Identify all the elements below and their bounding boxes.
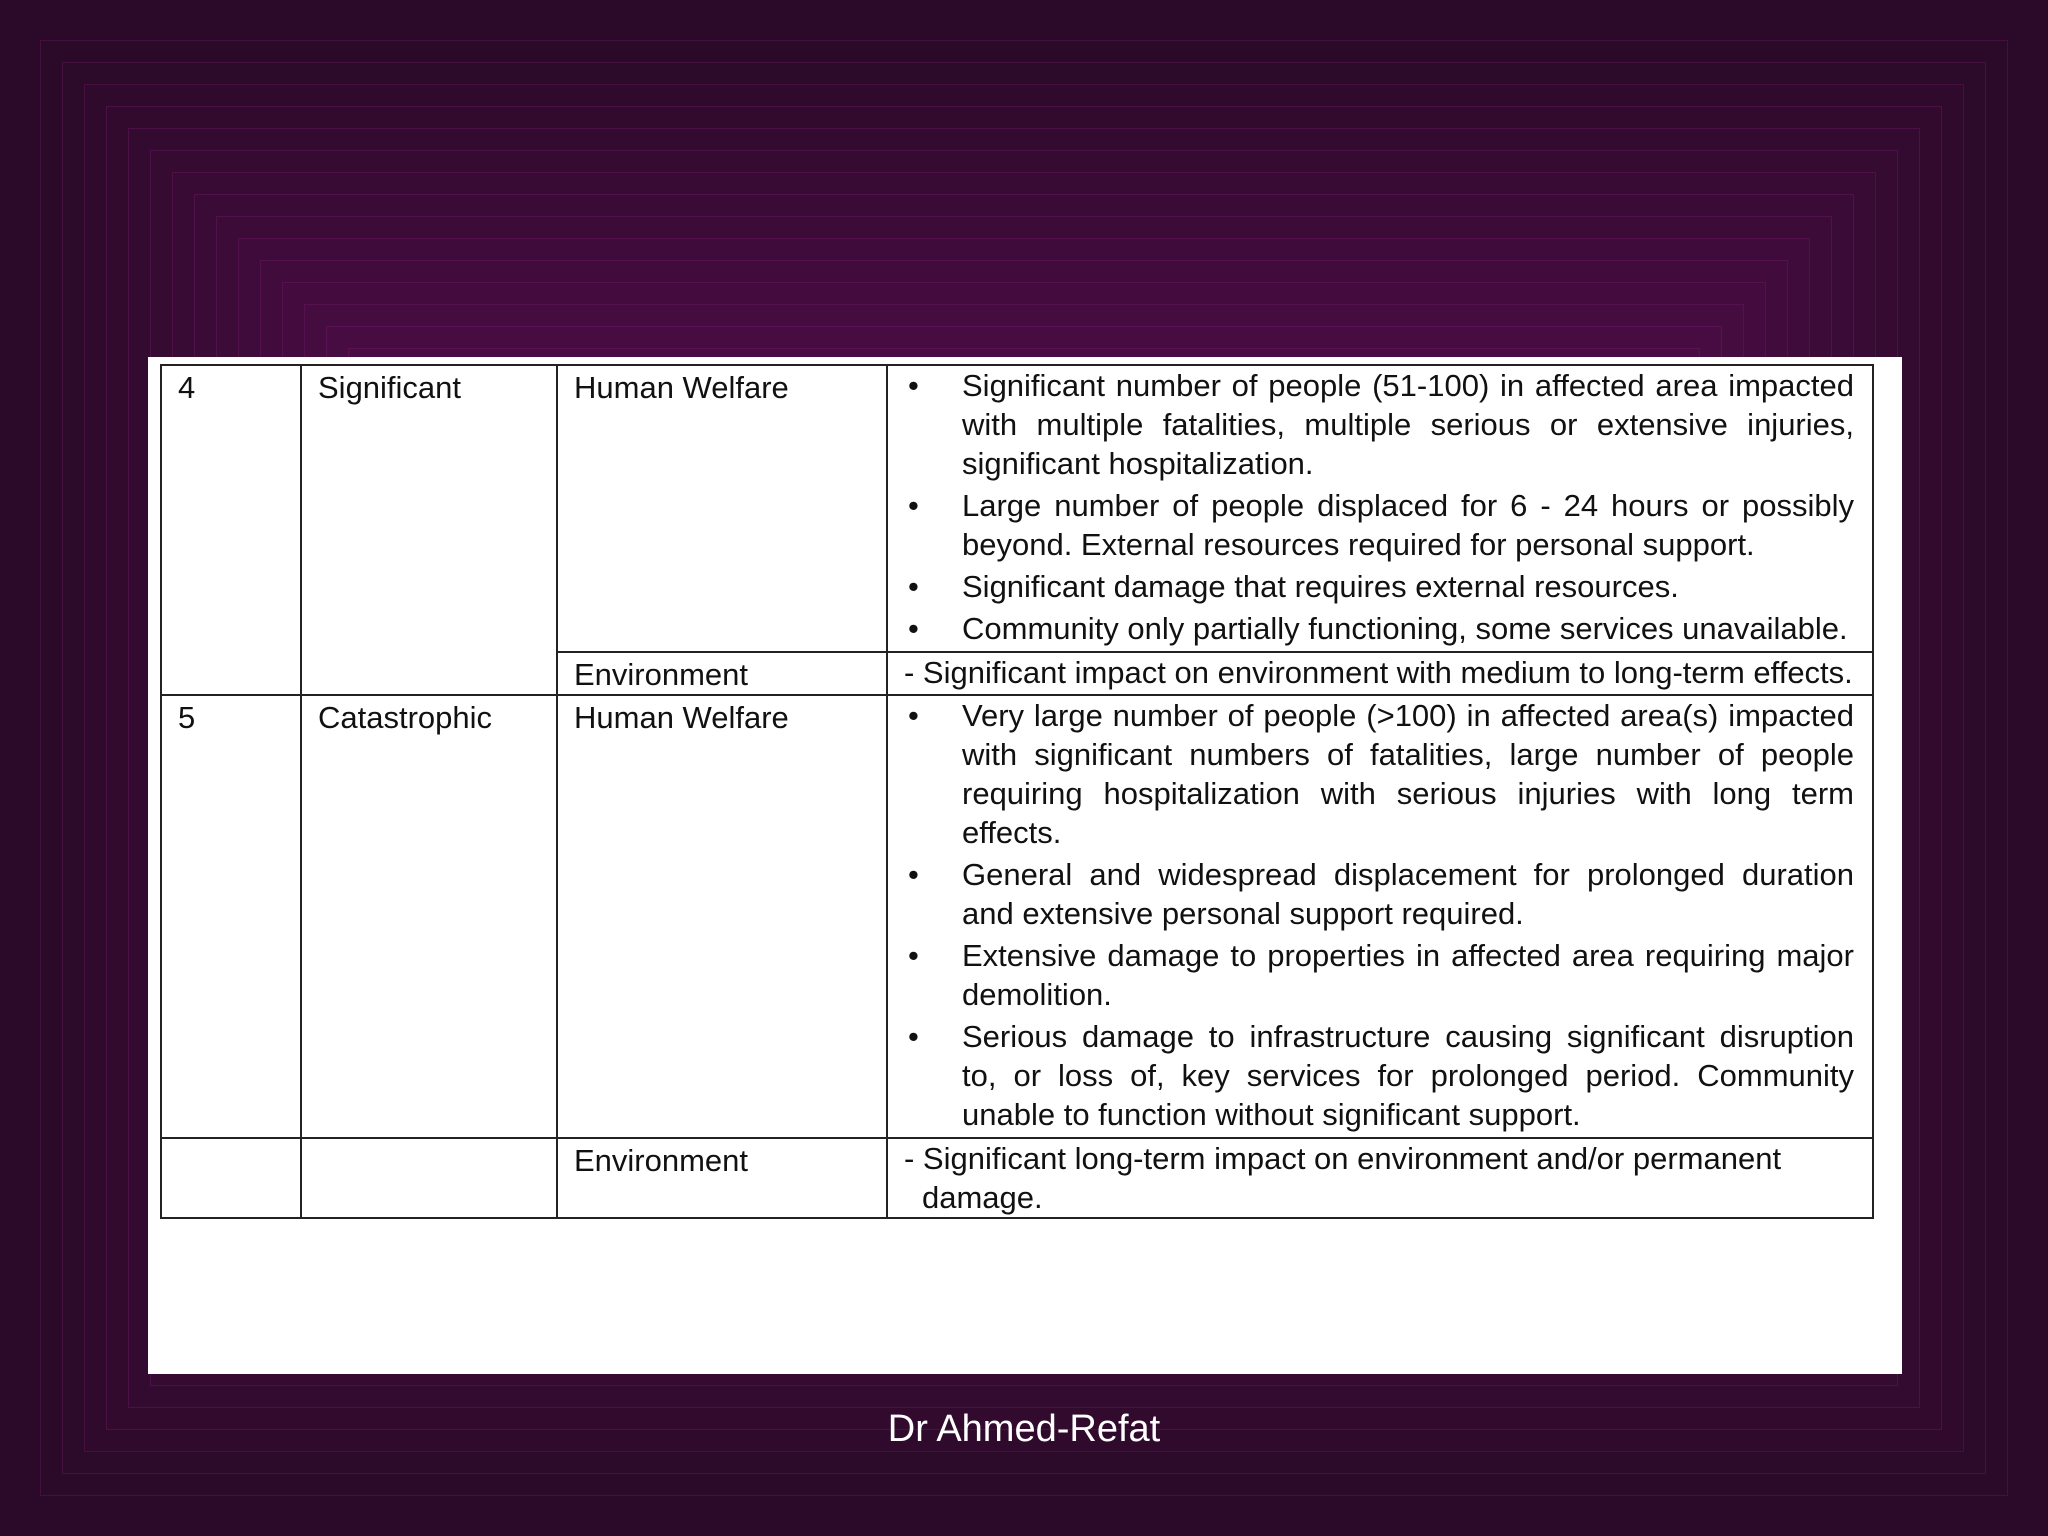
list-item: • General and widespread displacement for prolonged duration and extensive personal support required. [904, 855, 1854, 933]
footer-author: Dr Ahmed-Refat [887, 1408, 1161, 1450]
table-row [161, 695, 1873, 1138]
severity-value: Significant [318, 370, 462, 405]
impact-list [904, 696, 1854, 1134]
table-row [161, 365, 1873, 652]
category-cell [557, 695, 887, 1138]
category-label: Human Welfare [574, 370, 789, 405]
category-cell [557, 1138, 887, 1218]
list-item: • Significant number of people (51-100) in affected area impacted with multiple fatalities, multiple serious or extensive injuries, significant hospitalization. [904, 366, 1854, 483]
level-cell [161, 365, 301, 695]
list-item: • Serious damage to infrastructure causing significant disruption to, or loss of, key services for prolonged period. Community unable to function without significant support. [904, 1017, 1854, 1134]
description-cell [887, 1138, 1873, 1218]
table-row [161, 1138, 1873, 1218]
category-label: Human Welfare [574, 700, 789, 735]
level-cell-empty [161, 1138, 301, 1218]
environment-text: - Significant long-term impact on environment and/or permanent damage. [904, 1141, 1782, 1215]
impact-list [904, 366, 1854, 648]
description-cell [887, 652, 1873, 695]
severity-table [160, 364, 1874, 1219]
environment-text: - Significant impact on environment with medium to long-term effects. [904, 655, 1853, 690]
level-cell [161, 695, 301, 1138]
category-label: Environment [574, 1143, 749, 1178]
list-item: • Significant damage that requires external resources. [904, 567, 1854, 606]
description-cell [887, 365, 1873, 652]
category-cell [557, 365, 887, 652]
severity-value: Catastrophic [318, 700, 493, 735]
level-value: 4 [178, 370, 196, 405]
severity-cell [301, 695, 557, 1138]
level-value: 5 [178, 700, 196, 735]
severity-cell [301, 365, 557, 695]
list-item: • Very large number of people (>100) in affected area(s) impacted with significant numbers of fatalities, large number of people requiring hospitalization with serious injuries with long term effects. [904, 696, 1854, 852]
list-item: • Community only partially functioning, some services unavailable. [904, 609, 1854, 648]
list-item: • Large number of people displaced for 6 - 24 hours or possibly beyond. External resources required for personal support. [904, 486, 1854, 564]
document-panel [148, 357, 1902, 1374]
category-cell [557, 652, 887, 695]
list-item: • Extensive damage to properties in affected area requiring major demolition. [904, 936, 1854, 1014]
description-cell [887, 695, 1873, 1138]
category-label: Environment [574, 657, 749, 692]
severity-cell-empty [301, 1138, 557, 1218]
